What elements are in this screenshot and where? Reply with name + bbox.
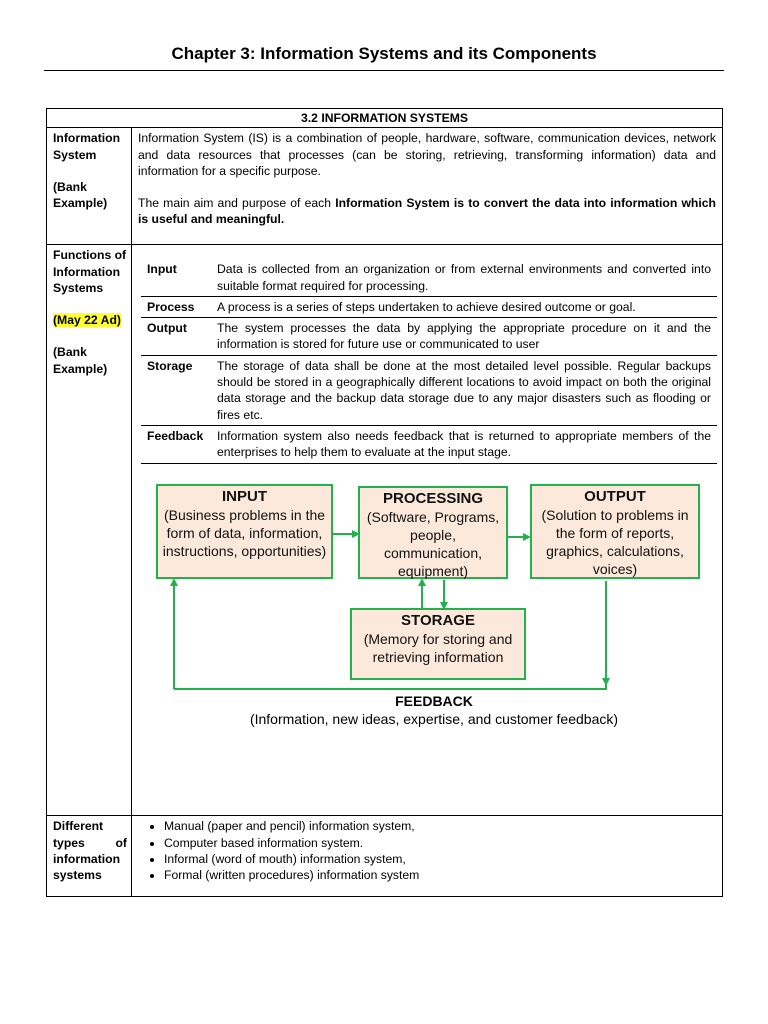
list-item: • Informal (word of mouth) information system, bbox=[164, 851, 716, 867]
feedback-subtitle: (Information, new ideas, expertise, and customer feedback) bbox=[249, 710, 619, 727]
storage-subtitle: (Memory for storing and retrieving information bbox=[363, 630, 513, 665]
section-heading-row bbox=[47, 109, 723, 128]
information-system-label: Information System bbox=[53, 131, 121, 162]
function-description: The storage of data shall be done at the most detailed level possible. Regular backups should be stored in a geographically different locations to avoid impact on both the original data storage and the backup data storage due to any major disasters such as flooding or fires etc. bbox=[217, 358, 711, 422]
types-label-cell bbox=[47, 816, 132, 897]
output-title: OUTPUT bbox=[584, 487, 646, 505]
functions-table bbox=[141, 259, 717, 463]
function-row-feedback bbox=[141, 425, 717, 463]
processing-title: PROCESSING bbox=[382, 489, 484, 507]
function-description: A process is a series of steps undertaken to achieve desired outcome or goal. bbox=[217, 299, 636, 314]
is-aim-paragraph bbox=[138, 195, 716, 228]
function-name: Input bbox=[147, 262, 177, 277]
function-name: Feedback bbox=[147, 428, 204, 443]
functions-label: Functions of Information Systems bbox=[53, 248, 127, 295]
functions-content-cell bbox=[132, 245, 723, 816]
list-item: • Formal (written procedures) information system bbox=[164, 867, 716, 883]
title-divider bbox=[44, 70, 724, 71]
output-box bbox=[530, 484, 700, 579]
functions-row bbox=[47, 245, 723, 816]
list-item: • Manual (paper and pencil) information system, bbox=[164, 818, 716, 834]
information-system-diagram bbox=[154, 482, 714, 740]
feedback-label bbox=[154, 692, 714, 728]
function-name: Process bbox=[147, 299, 195, 314]
bank-example-label: (Bank Example) bbox=[53, 179, 108, 211]
function-name: Storage bbox=[147, 358, 193, 373]
function-row-input bbox=[141, 259, 717, 296]
types-row bbox=[47, 816, 723, 897]
function-name: Output bbox=[147, 321, 187, 336]
storage-box bbox=[350, 608, 526, 680]
input-subtitle: (Business problems in the form of data, information, instructions, opportunities) bbox=[162, 506, 327, 559]
exam-tag-highlight: (May 22 Ad) bbox=[53, 313, 121, 328]
section-heading: 3.2 INFORMATION SYSTEMS bbox=[47, 109, 723, 128]
function-row-output bbox=[141, 318, 717, 356]
page-title: Chapter 3: Information Systems and its Components bbox=[171, 44, 597, 63]
list-item: • Computer based information system. bbox=[164, 835, 716, 851]
types-list bbox=[138, 818, 716, 883]
storage-title: STORAGE bbox=[401, 611, 475, 629]
processing-box bbox=[358, 486, 508, 579]
processing-subtitle: (Software, Programs, people, communication, equipment) bbox=[366, 508, 500, 579]
is-aim-text-end: . bbox=[280, 212, 285, 227]
information-system-row bbox=[47, 128, 723, 245]
output-subtitle: (Solution to problems in the form of reports, graphics, calculations, voices) bbox=[541, 506, 689, 577]
information-system-label-cell bbox=[47, 128, 132, 245]
is-aim-text-bold: Information System is to convert the data into information which is useful and meaningful bbox=[138, 196, 716, 227]
information-systems-table bbox=[46, 108, 723, 897]
input-title: INPUT bbox=[222, 487, 267, 505]
function-row-process bbox=[141, 296, 717, 317]
functions-bank-example-label: (Bank Example) bbox=[53, 345, 108, 376]
types-label: Different types of information systems bbox=[53, 819, 127, 883]
function-description: Data is collected from an organization or from external environments and converted into suitable format required for processing. bbox=[217, 262, 711, 293]
information-system-content-cell bbox=[132, 128, 723, 245]
is-aim-text-start: The main aim and purpose of each bbox=[138, 196, 336, 211]
is-definition-paragraph: Information System (IS) is a combination of people, hardware, software, communication devices, network and data resources that processes (can be storing, retrieving, transforming information) data and information for a specific purpose. bbox=[138, 131, 716, 178]
function-row-storage bbox=[141, 355, 717, 425]
types-content-cell bbox=[132, 816, 723, 897]
feedback-title: FEEDBACK bbox=[395, 692, 473, 709]
function-description: Information system also needs feedback that is returned to appropriate members of the enterprises to help them to evaluate at the input stage. bbox=[217, 428, 711, 460]
functions-label-cell bbox=[47, 245, 132, 816]
input-box bbox=[156, 484, 333, 579]
function-description: The system processes the data by applying the appropriate procedure on it and the information is stored for future use or communicated to user bbox=[217, 321, 711, 352]
